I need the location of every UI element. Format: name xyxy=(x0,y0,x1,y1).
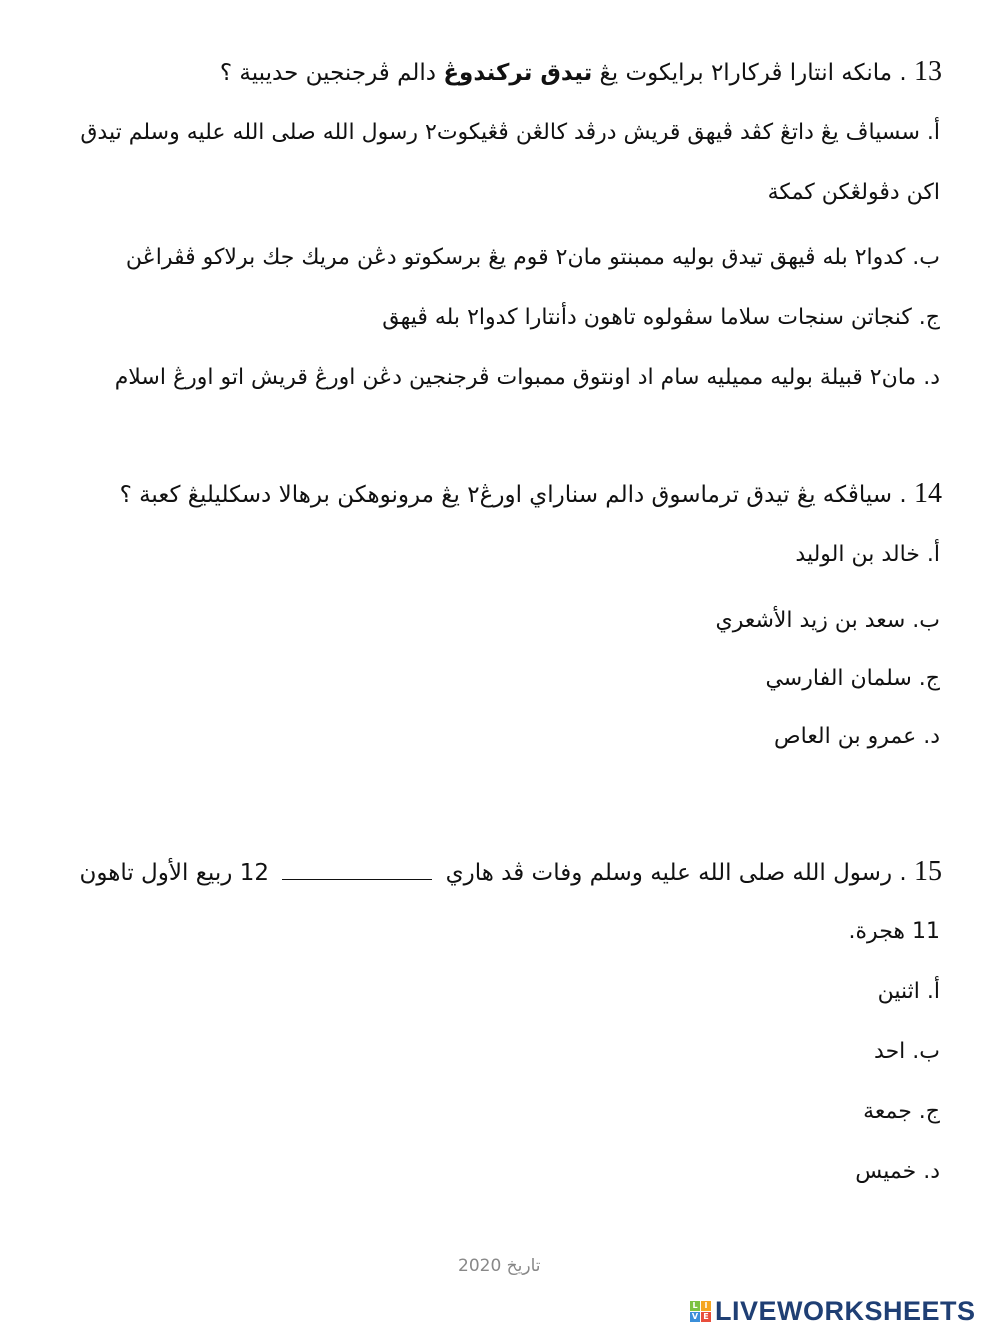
question-15-continued: 11 هجرة. xyxy=(848,919,940,944)
option-b[interactable]: ب. كدوا٢ بله ڤيهق تيدق بوليه ممبنتو مان٢ قوم يڠ برسكوتو دڠن مريك جك برلاكو ڤڤراڠن xyxy=(125,245,940,270)
logo-letter: I xyxy=(701,1301,711,1311)
question-number: 13 xyxy=(914,56,942,87)
question-14-text: 14 . سياڤكه يڠ تيدق ترماسوق دالم سناراي اورڠ٢ يڠ مرونوهكن برهالا دسكليليڠ كعبة ؟ xyxy=(119,478,942,509)
option-b[interactable]: ب. احد xyxy=(874,1039,940,1064)
footer-date: تاريخ 2020 xyxy=(458,1256,541,1276)
liveworksheets-logo xyxy=(690,1296,976,1327)
question-emphasis: تيدق تركندوڠ xyxy=(443,60,593,86)
option-b[interactable]: ب. سعد بن زيد الأشعري xyxy=(715,608,940,633)
question-13-text: 13 . مانكه انتارا ڤركارا٢ برايكوت يڠ تيدق تركندوڠ دالم ڤرجنجين حديبية ؟ xyxy=(219,56,942,87)
option-a[interactable]: أ. خالد بن الوليد xyxy=(795,542,940,567)
logo-letter: V xyxy=(691,1312,699,1321)
option-d[interactable]: د. مان٢ قبيلة بوليه مميليه سام اد اونتوق ممبوات ڤرجنجين دڠن اورڠ قريش اتو اورڠ اسلام xyxy=(114,365,940,390)
question-number: 14 xyxy=(914,478,942,509)
question-text: دالم ڤرجنجين حديبية ؟ xyxy=(219,60,437,86)
question-text: 12 ربيع الأول تاهون xyxy=(79,860,269,886)
question-text: مانكه انتارا ڤركارا٢ برايكوت يڠ xyxy=(599,60,893,86)
question-15-text: 15 . رسول الله صلى الله عليه وسلم وفات ڤد هاري 12 ربيع الأول تاهون xyxy=(79,856,942,887)
option-a[interactable]: أ. اثنين xyxy=(877,979,940,1004)
logo-letter: L xyxy=(690,1301,700,1311)
option-a-continued: اكن دڤولڠكن كمكة xyxy=(767,180,940,205)
option-d[interactable]: د. خميس xyxy=(855,1159,940,1184)
answer-blank[interactable] xyxy=(282,861,432,880)
option-d[interactable]: د. عمرو بن العاص xyxy=(774,724,940,749)
question-text: سياڤكه يڠ تيدق ترماسوق دالم سناراي اورڠ٢ يڠ مرونوهكن برهالا دسكليليڠ كعبة ؟ xyxy=(119,482,893,508)
option-c[interactable]: ج. جمعة xyxy=(863,1099,940,1124)
logo-letter: E xyxy=(701,1312,711,1322)
option-a[interactable]: أ. سسياڤ يڠ داتڠ كڤد ڤيهق قريش درڤد كالڠن ڤڠيكوت٢ رسول الله صلى الله عليه وسلم تيدق xyxy=(80,120,940,145)
option-c[interactable]: ج. كنجاتن سنجات سلاما سڤولوه تاهون دأنتارا كدوا٢ بله ڤيهق xyxy=(382,305,940,330)
option-c[interactable]: ج. سلمان الفارسي xyxy=(765,666,940,691)
brand-name: LIVEWORKSHEETS xyxy=(715,1296,976,1326)
logo-icon xyxy=(690,1301,711,1322)
question-text: رسول الله صلى الله عليه وسلم وفات ڤد هاري xyxy=(445,860,893,886)
question-number: 15 xyxy=(914,856,942,887)
